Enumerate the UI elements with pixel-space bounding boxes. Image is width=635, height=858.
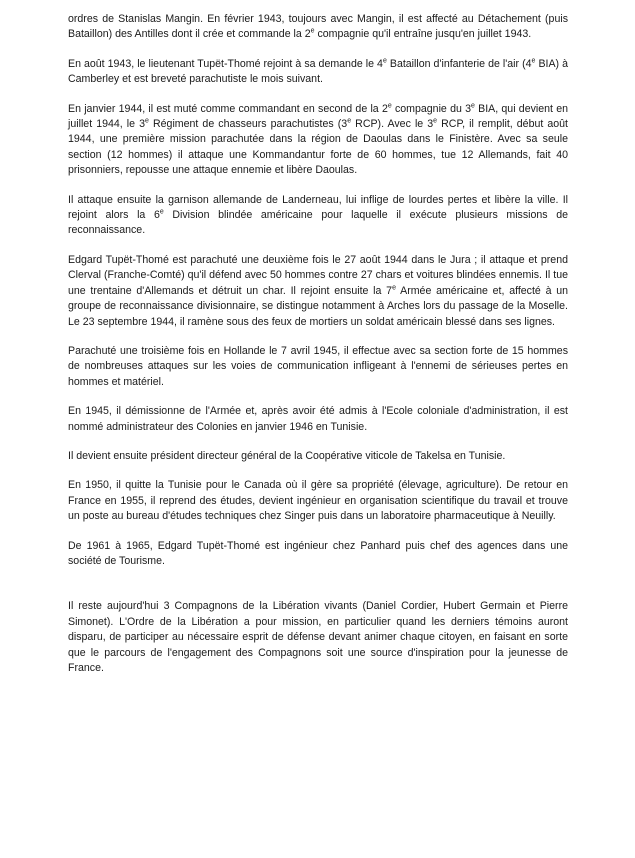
ordinal-superscript: e [347, 117, 352, 125]
ordinal-superscript: e [145, 117, 149, 125]
ordinal-superscript: e [433, 117, 438, 125]
text-run: BIA) à Camberley et est breveté parachutiste le mois suivant. [68, 57, 568, 86]
text-run: Edgard Tupët-Thomé est parachuté une deuxième fois le 27 août 1944 dans le Jura ; il attaque et prend Clerval (Franche-Comté) qu'il défend avec 50 hommes contre 27 chars et voitures blindées ennemis. Il tue une trentaine d'Allemands et détruit un char. Il rejoint ensuite la 7 [68, 253, 568, 297]
paragraph-1 [68, 12, 568, 43]
text-run: compagnie qu'il entraîne jusqu'en juillet 1943. [314, 28, 532, 41]
text-run: Bataillon d'infanterie de l'air (4 [386, 57, 532, 70]
ordinal-superscript: e [310, 27, 315, 35]
paragraph-5 [68, 253, 568, 330]
ordinal-superscript: e [392, 284, 396, 292]
text-run: En 1950, il quitte la Tunisie pour le Canada où il gère sa propriété (élevage, agriculture). De retour en France en 1955, il reprend des études, devient ingénieur en organisation scientifique du travail et trouve un poste au bureau d'études techniques chez Singer puis dans un laboratoire pharmaceutique à Neuilly. [68, 479, 568, 523]
document-body [68, 12, 568, 690]
paragraph-11 [68, 599, 568, 676]
paragraph-6 [68, 344, 568, 390]
ordinal-superscript: e [531, 57, 536, 65]
text-run: Parachuté une troisième fois en Hollande le 7 avril 1945, il effectue avec sa section forte de 15 hommes de nombreuses attaques sur les voies de communication infligeant à l'ennemi de sérieuses pertes en hommes et matériel. [68, 344, 568, 388]
text-run: En août 1943, le lieutenant Tupët-Thomé rejoint à sa demande le 4 [68, 57, 383, 70]
ordinal-superscript: e [159, 208, 164, 216]
paragraph-7 [68, 404, 568, 435]
ordinal-superscript: e [387, 102, 392, 110]
paragraph-10 [68, 539, 568, 570]
text-run: De 1961 à 1965, Edgard Tupët-Thomé est ingénieur chez Panhard puis chef des agences dans une société de Tourisme. [68, 539, 568, 567]
text-run: RCP). Avec le 3 [351, 118, 434, 131]
paragraph-3 [68, 102, 568, 179]
paragraph-9 [68, 478, 568, 524]
paragraph-2 [68, 57, 568, 88]
ordinal-superscript: e [471, 102, 475, 110]
text-run: Il reste aujourd'hui 3 Compagnons de la Libération vivants (Daniel Cordier, Hubert Germain et Pierre Simonet). L'Ordre de la Libération a pour mission, en particulier quand les derniers témoins auront disparu, de participer au nécessaire esprit de défense devant animer chaque citoyen, en faisant en sorte que le parcours de l'engagement des Compagnons soit une source d'inspiration pour la jeunesse de France. [68, 600, 568, 674]
text-run: Division blindée américaine pour laquelle il exécute plusieurs missions de reconnaissance. [68, 209, 568, 237]
text-run: En 1945, il démissionne de l'Armée et, après avoir été admis à l'Ecole coloniale d'administration, il est nommé administrateur des Colonies en janvier 1946 en Tunisie. [68, 405, 568, 433]
ordinal-superscript: e [382, 57, 387, 65]
text-run: BIA, qui devient en juillet 1944, le 3 [68, 102, 568, 131]
text-run: Il devient ensuite président directeur général de la Coopérative viticole de Takelsa en Tunisie. [68, 449, 506, 462]
text-run: compagnie du 3 [391, 102, 471, 115]
text-run: En janvier 1944, il est muté comme commandant en second de la 2 [68, 102, 388, 115]
text-run: Armée américaine et, affecté à un groupe de reconnaissance divisionnaire, se distingue notamment à Arches lors du passage de la Moselle. Le 23 septembre 1944, il ramène sous des feux de mortiers un soldat américain blessé dans ses lignes. [68, 284, 568, 328]
paragraph-8 [68, 449, 568, 464]
text-run: Régiment de chasseurs parachutistes (3 [148, 118, 348, 131]
text-run: RCP, il remplit, début août 1944, une première mission parachutée dans la région de Daoulas dans le Finistère. Avec sa seule section (12 hommes) il attaque une Kommandantur forte de 60 hommes, tue 12 Allemands, fait 40 prisonniers, repousse une attaque ennemie et libère Daoulas. [68, 118, 568, 177]
text-run: ordres de Stanislas Mangin. En février 1943, toujours avec Mangin, il est affecté au Détachement (puis Bataillon) des Antilles dont il crée et commande la 2 [68, 13, 568, 41]
paragraph-4 [68, 193, 568, 239]
text-run: Il attaque ensuite la garnison allemande de Landerneau, lui inflige de lourdes pertes et libère la ville. Il rejoint alors la 6 [68, 193, 568, 222]
